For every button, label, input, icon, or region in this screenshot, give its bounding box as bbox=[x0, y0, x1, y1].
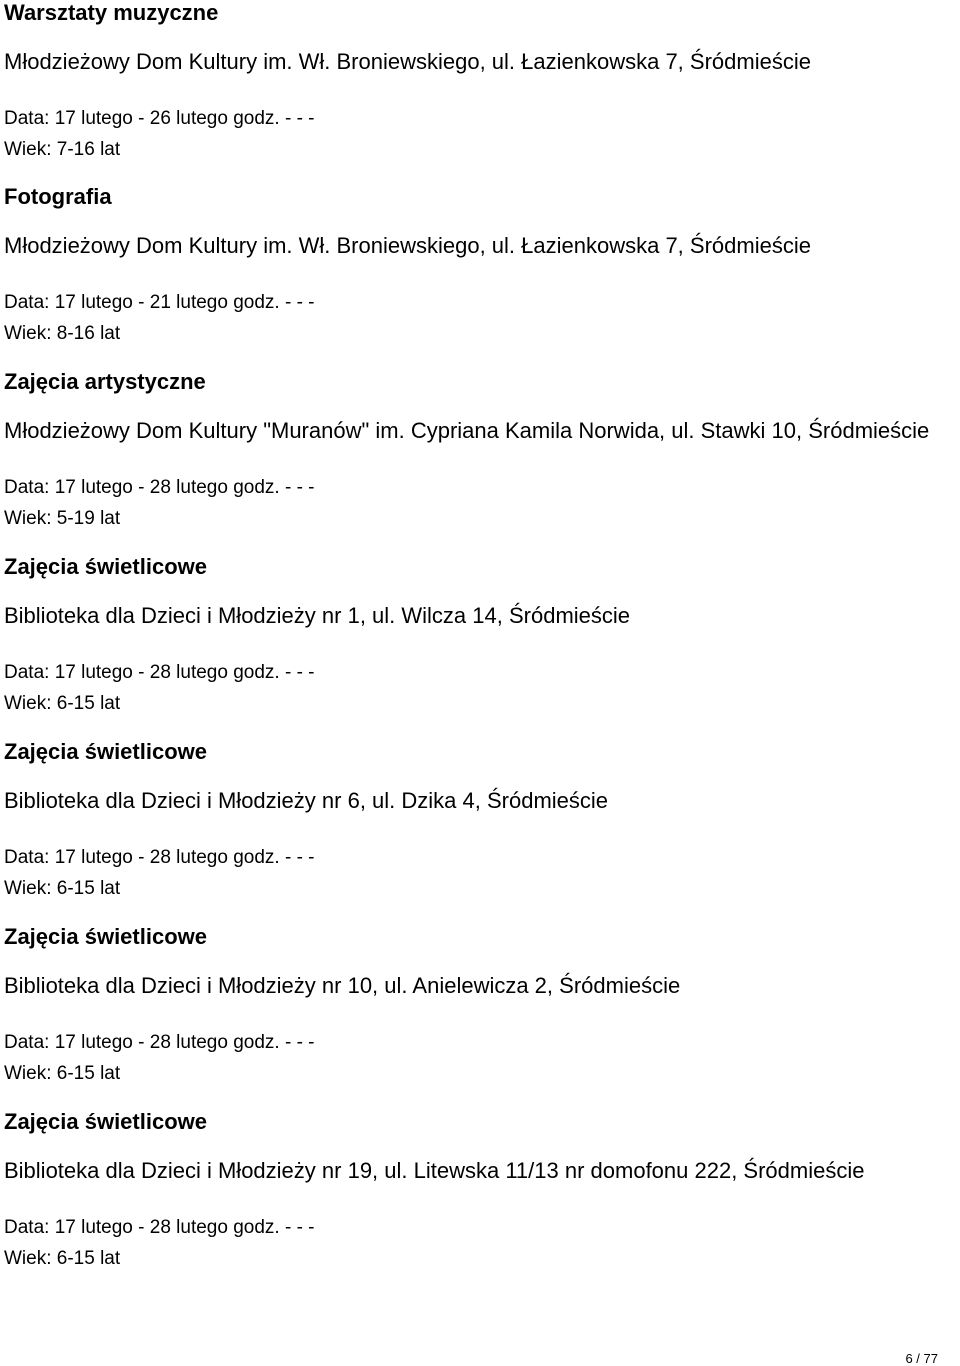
event-date: Data: 17 lutego - 28 lutego godz. - - - bbox=[4, 477, 315, 498]
event-age: Wiek: 5-19 lat bbox=[4, 508, 121, 529]
event-title: Zajęcia świetlicowe bbox=[4, 739, 207, 764]
page-number: 6 / 77 bbox=[905, 1351, 938, 1366]
event-age: Wiek: 6-15 lat bbox=[4, 1248, 121, 1269]
event-location: Biblioteka dla Dzieci i Młodzieży nr 10, ul. Anielewicza 2, Śródmieście bbox=[4, 973, 681, 998]
event-title: Fotografia bbox=[4, 184, 112, 209]
event-date: Data: 17 lutego - 28 lutego godz. - - - bbox=[4, 847, 315, 868]
event-title: Zajęcia świetlicowe bbox=[4, 924, 207, 949]
event-location: Biblioteka dla Dzieci i Młodzieży nr 19, ul. Litewska 11/13 nr domofonu 222, Śródmieście bbox=[4, 1158, 865, 1183]
event-location: Biblioteka dla Dzieci i Młodzieży nr 1, ul. Wilcza 14, Śródmieście bbox=[4, 603, 631, 628]
event-location: Biblioteka dla Dzieci i Młodzieży nr 6, ul. Dzika 4, Śródmieście bbox=[4, 788, 609, 813]
event-date: Data: 17 lutego - 28 lutego godz. - - - bbox=[4, 1032, 315, 1053]
event-age: Wiek: 8-16 lat bbox=[4, 323, 121, 344]
event-title: Zajęcia świetlicowe bbox=[4, 554, 207, 579]
event-location: Młodzieżowy Dom Kultury im. Wł. Broniewskiego, ul. Łazienkowska 7, Śródmieście bbox=[4, 233, 811, 258]
document-page bbox=[4, 0, 954, 1366]
event-date: Data: 17 lutego - 28 lutego godz. - - - bbox=[4, 662, 315, 683]
event-age: Wiek: 6-15 lat bbox=[4, 693, 121, 714]
event-age: Wiek: 6-15 lat bbox=[4, 1063, 121, 1084]
event-date: Data: 17 lutego - 28 lutego godz. - - - bbox=[4, 1217, 315, 1238]
event-title: Zajęcia artystyczne bbox=[4, 369, 206, 394]
event-date: Data: 17 lutego - 26 lutego godz. - - - bbox=[4, 108, 315, 129]
event-age: Wiek: 7-16 lat bbox=[4, 139, 121, 160]
event-age: Wiek: 6-15 lat bbox=[4, 878, 121, 899]
event-title: Warsztaty muzyczne bbox=[4, 0, 219, 25]
event-title: Zajęcia świetlicowe bbox=[4, 1109, 207, 1134]
event-date: Data: 17 lutego - 21 lutego godz. - - - bbox=[4, 292, 315, 313]
event-location: Młodzieżowy Dom Kultury im. Wł. Broniewskiego, ul. Łazienkowska 7, Śródmieście bbox=[4, 49, 811, 74]
event-location: Młodzieżowy Dom Kultury "Muranów" im. Cypriana Kamila Norwida, ul. Stawki 10, Śródmieście bbox=[4, 418, 930, 443]
